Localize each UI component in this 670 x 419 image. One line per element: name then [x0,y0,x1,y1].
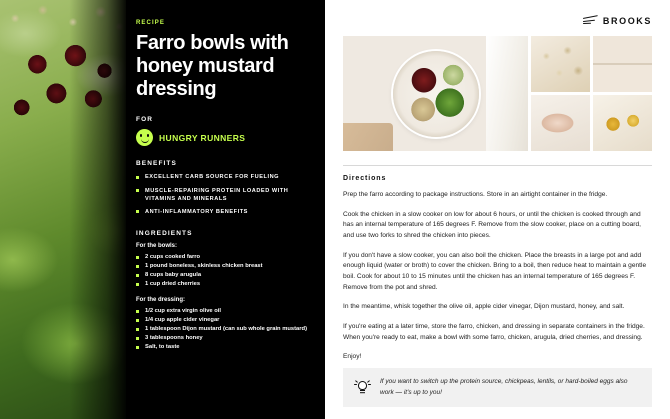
smiley-face-icon [136,129,153,146]
ingredient-group-title: For the bowls: [136,242,177,249]
direction-step: Enjoy! [343,353,362,361]
list-item: 1/2 cup extra virgin olive oil [136,307,309,316]
dressing-jars-photo [593,95,652,151]
cutting-board-layer [343,123,393,151]
hero-salad-photo [0,0,126,419]
cooked-farro-photo [531,36,590,92]
tip-callout [343,368,652,407]
ingredients-label: INGREDIENTS [136,229,193,237]
list-item: 1 cup dried cherries [136,280,309,289]
chicken-breast-photo [531,95,590,151]
list-item: 1/4 cup apple cider vinegar [136,316,309,325]
brooks-wing-logo-icon [583,18,599,25]
ingredient-group-title: For the dressing: [136,296,186,303]
list-item: EXCELLENT CARB SOURCE FOR FUELING [136,173,309,181]
left-panel [0,0,325,419]
list-item: 8 cups baby arugula [136,271,309,280]
for-label: FOR [136,116,154,124]
brand-lockup [343,14,652,28]
photo-fade-overlay [0,0,126,419]
ingredient-list-bowls [136,253,309,289]
direction-step: If you don't have a slow cooker, you can also boil the chicken. Place the breasts in a large pot and add enough liquid (water or broth) to cover the chicken. Bring to a boil, then reduce heat to maintain a gentle boil. Cook for about 10 to 15 minutes until the chicken has an internal temperature of 165 degrees F. Remove from the pot and shred. [343,251,647,291]
direction-step: If you're eating at a later time, store the farro, chicken, and dressing in separate containers in the fridge. When you're ready to eat, make a bowl with some farro, chicken, arugula, dried cherries, and dressing. [343,323,645,341]
benefits-list [136,173,309,215]
benefits-label: BENEFITS [136,160,177,168]
list-item: 1 pound boneless, skinless chicken breast [136,262,309,271]
direction-step: Cook the chicken in a slow cooker on low for about 6 hours, or until the chicken is cooked through and has an internal temperature of 165 degrees F. Remove from the slow cooker, place on a cutting board, and use two forks to shred the chicken into pieces. [343,210,641,240]
list-item: Salt, to taste [136,343,309,352]
lightbulb-icon [354,379,371,396]
list-item: 3 tablespoons honey [136,334,309,343]
list-item: 2 cups cooked farro [136,253,309,262]
direction-step: In the meantime, whisk together the olive oil, apple cider vinegar, Dijon mustard, honey, and salt. [343,303,625,311]
right-panel [325,0,670,419]
cloth-layer [486,36,528,151]
photo-grid [343,36,652,151]
bowl-overhead-photo [343,36,528,151]
brand-name: BROOKS [602,16,652,26]
page-title: Farro bowls with honey mustard dressing [136,32,289,100]
list-item: MUSCLE-REPAIRING PROTEIN LOADED WITH VITAMINS AND MINERALS [136,187,309,203]
ingredient-rows-photo [593,36,652,92]
eyebrow-label: RECIPE [136,20,165,26]
for-value: HUNGRY RUNNERS [159,132,246,143]
ingredient-list-dressing [136,307,309,352]
section-divider [343,165,652,166]
list-item: ANTI-INFLAMMATORY BENEFITS [136,208,309,216]
tip-text: If you want to switch up the protein source, chickpeas, lentils, or hard-boiled eggs also work — it's up to you! [380,378,628,396]
list-item: 1 tablespoon Dijon mustard (can sub whole grain mustard) [136,325,309,334]
directions-title: Directions [343,175,387,182]
direction-step: Prep the farro according to package instructions. Store in an airtight container in the fridge. [343,191,608,198]
for-row [136,129,309,146]
bowl-layer [393,51,479,137]
recipe-summary [126,0,325,419]
